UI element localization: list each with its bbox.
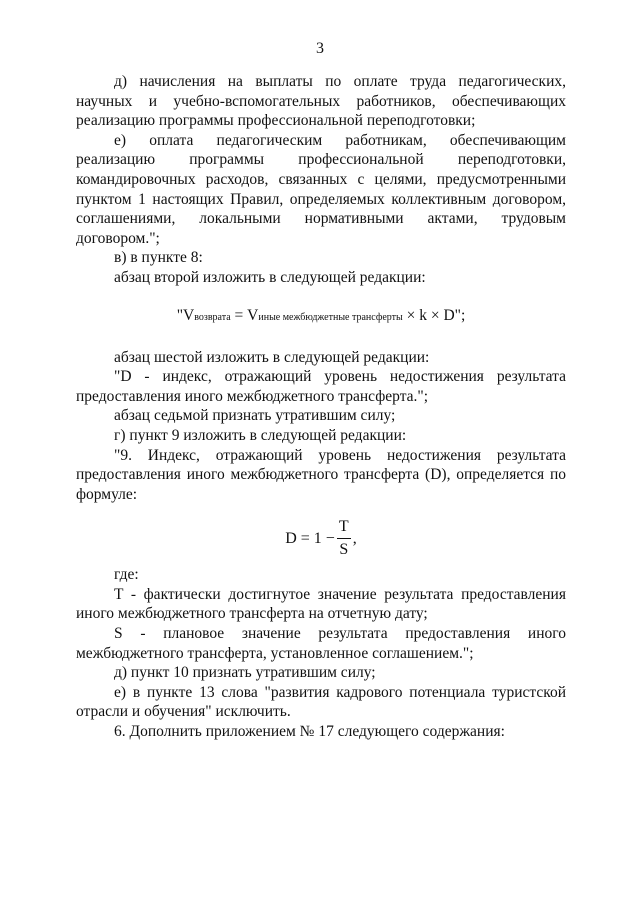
paragraph: "D - индекс, отражающий уровень недостижения результата предоставления иного межбюджетного трансферта."; <box>76 368 566 405</box>
paragraph: S - плановое значение результата предоставления иного межбюджетного трансферта, установленное соглашением."; <box>76 625 566 662</box>
formula-subscript: возврата <box>194 311 231 323</box>
paragraph: где: <box>114 566 139 584</box>
formula-subscript: иные межбюджетные трансферты <box>258 311 403 323</box>
paragraph: T - фактически достигнутое значение результата предоставления иного межбюджетного трансферта на отчетную дату; <box>76 585 566 623</box>
formula-trail: , <box>352 529 357 547</box>
paragraph: г) пункт 9 изложить в следующей редакции: <box>114 426 407 444</box>
paragraph: е) в пункте 13 слова "развития кадрового потенциала туристской отрасли и обучения" исключить. <box>76 683 566 721</box>
paragraph: абзац шестой изложить в следующей редакции: <box>114 348 430 366</box>
formula-left: D = 1 − <box>285 529 335 547</box>
page-number: 3 <box>316 40 324 57</box>
formula-fraction <box>337 518 351 559</box>
formula-text: = V <box>230 306 259 324</box>
fraction-numerator: T <box>338 518 349 536</box>
paragraph: е) оплата педагогическим работникам, обеспечивающим реализацию программы профессиональной переподготовки, командировочных расходов, связанных с целями, предусмотренными пунктом 1 настоящих Правил, определяемых коллективным договором, соглашениями, локальными нормативными актами, трудовым договором."; <box>76 131 566 247</box>
formula-refund <box>76 306 566 328</box>
paragraph: абзац второй изложить в следующей редакции: <box>114 268 426 286</box>
formula-text: × k × D"; <box>402 306 466 324</box>
paragraph: д) начисления на выплаты по оплате труда педагогических, научных и учебно-вспомогательных работников, обеспечивающих реализацию программы профессиональной переподготовки; <box>76 73 566 130</box>
document-body <box>76 72 566 742</box>
paragraph: абзац седьмой признать утратившим силу; <box>114 407 396 425</box>
formula-index <box>76 518 566 559</box>
paragraph: 6. Дополнить приложением № 17 следующего содержания: <box>114 723 505 741</box>
paragraph: в) в пункте 8: <box>114 249 203 267</box>
formula-text: "V <box>176 306 195 324</box>
paragraph: д) пункт 10 признать утратившим силу; <box>114 664 376 682</box>
fraction-bar <box>337 538 351 539</box>
fraction-denominator: S <box>339 541 349 559</box>
paragraph: "9. Индекс, отражающий уровень недостижения результата предоставления иного межбюджетного трансферта (D), определяется по формуле: <box>76 446 566 503</box>
